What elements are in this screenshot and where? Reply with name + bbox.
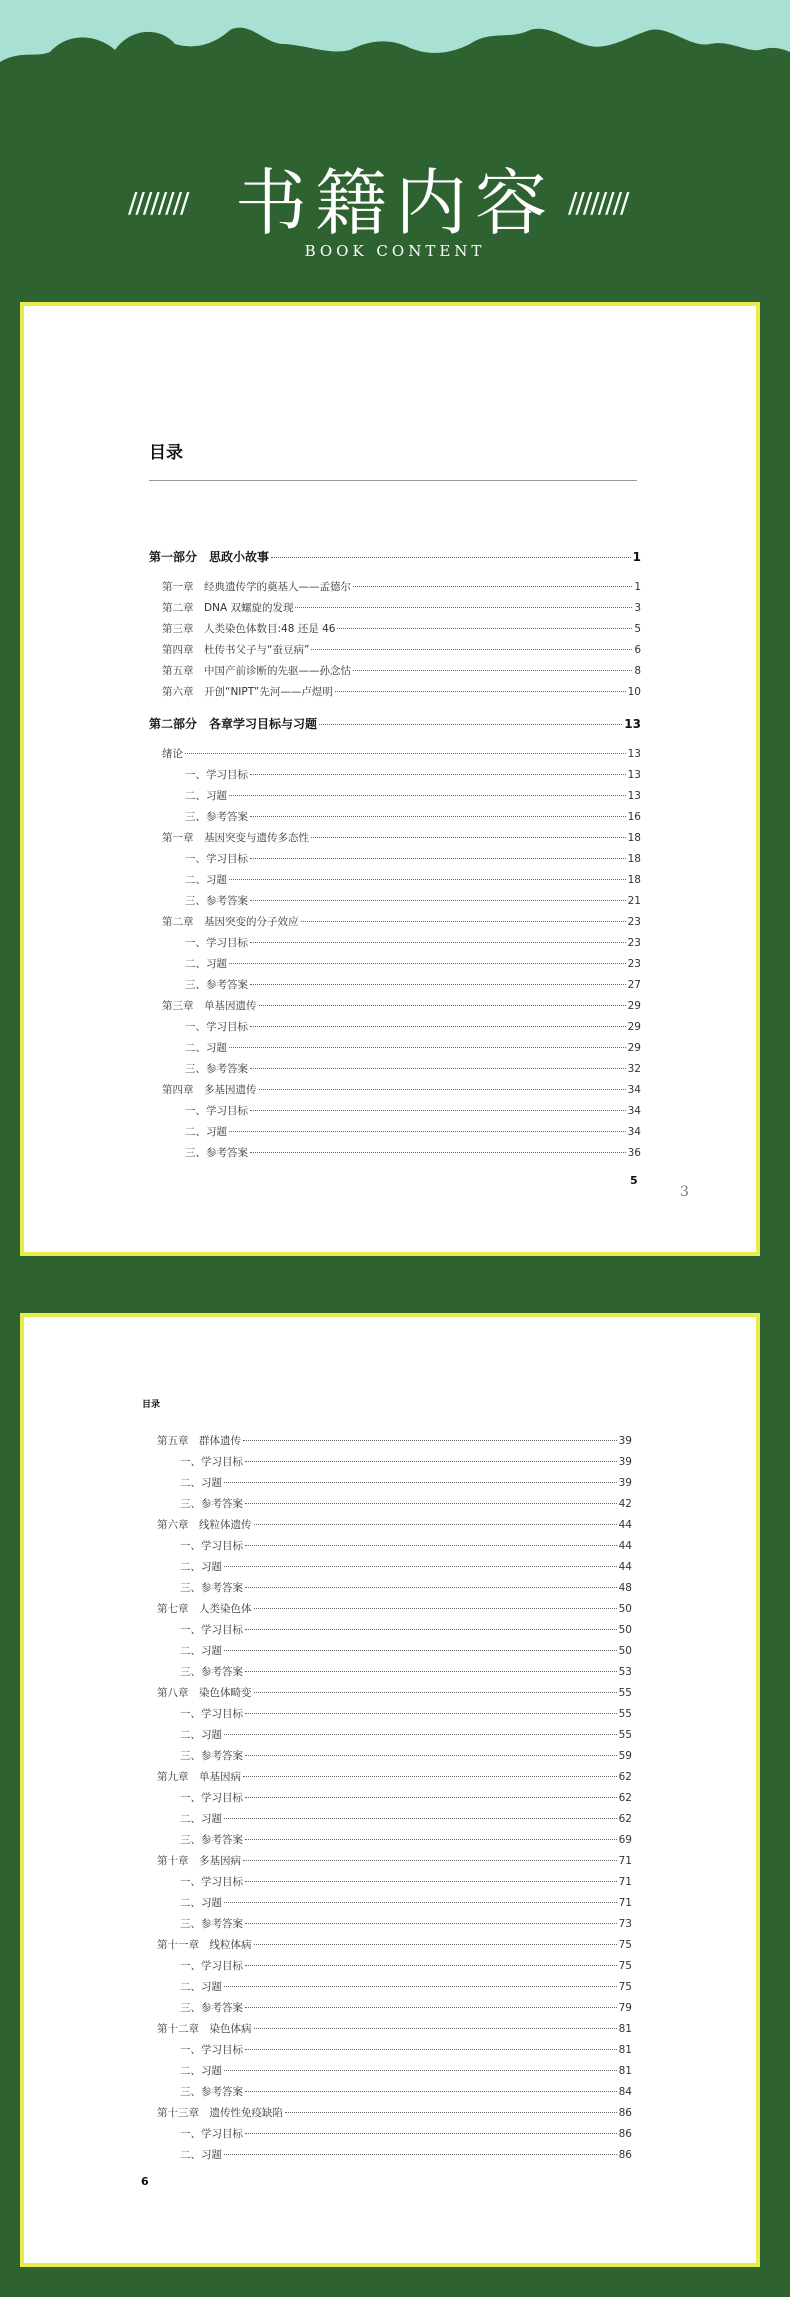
toc-page-ref: 48 [618,1582,632,1594]
dot-leader [229,1131,626,1132]
toc-entry-label: 一、学习目标 [185,1021,248,1033]
dot-leader [250,816,626,817]
toc-entry-label: 二、习题 [180,1729,222,1741]
toc-entry-label: 三、参考答案 [180,1834,243,1846]
toc-subsection-row[interactable] [144,1454,632,1475]
dot-leader [250,942,626,943]
toc-list [149,548,641,1166]
toc-page-card-1 [20,302,760,1256]
page-number: 6 [141,2175,149,2188]
toc-page-ref: 39 [618,1456,632,1468]
toc-entry-label: 三、参考答案 [185,811,248,823]
toc-page-ref: 34 [627,1126,641,1138]
toc-chapter-row[interactable] [149,1082,641,1103]
toc-page-ref: 29 [627,1042,641,1054]
toc-subsection-row[interactable] [149,1061,641,1082]
toc-page-ref: 71 [618,1897,632,1909]
dot-leader [245,1461,617,1462]
toc-page-ref: 84 [618,2086,632,2098]
dot-leader [353,586,632,587]
dot-leader [259,1089,626,1090]
dot-leader [224,2070,617,2071]
toc-subsection-row[interactable] [144,1622,632,1643]
dot-leader [337,628,632,629]
toc-chapter-row[interactable] [149,642,641,663]
dot-leader [250,1068,626,1069]
toc-subsection-row[interactable] [144,1727,632,1748]
toc-subsection-row[interactable] [144,2126,632,2147]
dot-leader [311,649,632,650]
dot-leader [254,1524,617,1525]
toc-entry-label: 二、习题 [180,1981,222,1993]
toc-subsection-row[interactable] [144,1958,632,1979]
toc-entry-label: 三、参考答案 [185,1063,248,1075]
dot-leader [224,1482,617,1483]
toc-page-ref: 13 [627,748,641,760]
toc-subsection-row[interactable] [144,2000,632,2021]
toc-page-ref: 44 [618,1540,632,1552]
toc-page-ref: 1 [634,581,641,593]
toc-entry-label: 第七章 人类染色体 [157,1603,252,1615]
toc-entry-label: 一、学习目标 [180,2128,243,2140]
dot-leader [224,2154,617,2155]
toc-subsection-row[interactable] [149,1019,641,1040]
toc-subsection-row[interactable] [149,1145,641,1166]
toc-entry-label: 一、学习目标 [180,1876,243,1888]
toc-page-ref: 34 [627,1084,641,1096]
dot-leader [250,1152,626,1153]
toc-entry-label: 一、学习目标 [180,1540,243,1552]
toc-chapter-row[interactable] [144,1853,632,1874]
toc-page-ref: 69 [618,1834,632,1846]
toc-page-ref: 29 [627,1021,641,1033]
dot-leader [245,1881,617,1882]
heading-divider [149,480,637,481]
toc-subsection-row[interactable] [144,1496,632,1517]
toc-entry-label: 第六章 线粒体遗传 [157,1519,252,1531]
toc-entry-label: 二、习题 [185,958,227,970]
dot-leader [245,1545,617,1546]
dot-leader [295,607,632,608]
dot-leader [245,1587,617,1588]
toc-chapter-row[interactable] [144,1517,632,1538]
toc-chapter-row[interactable] [149,684,641,705]
toc-page-ref: 62 [618,1792,632,1804]
toc-page-ref: 23 [627,958,641,970]
dot-leader [243,1440,617,1441]
toc-entry-label: 一、学习目标 [180,1708,243,1720]
toc-heading: 目录 [142,1400,161,1410]
toc-entry-label: 一、学习目标 [180,1960,243,1972]
dot-leader [229,879,626,880]
scalloped-banner [0,0,790,90]
dot-leader [224,1734,617,1735]
toc-page-ref: 44 [618,1519,632,1531]
toc-part-row[interactable] [149,548,641,569]
toc-subsection-row[interactable] [144,1748,632,1769]
toc-subsection-row[interactable] [144,1559,632,1580]
toc-part-label: 第二部分 各章学习目标与习题 [149,717,318,731]
toc-subsection-row[interactable] [149,809,641,830]
toc-entry-label: 第二章 基因突变的分子效应 [162,916,299,928]
toc-entry-label: 第十章 多基因病 [157,1855,241,1867]
dot-leader [229,963,626,964]
toc-page-ref: 86 [618,2149,632,2161]
toc-page-ref: 81 [618,2023,632,2035]
dot-leader [353,670,632,671]
toc-subsection-row[interactable] [149,767,641,788]
dot-leader [245,1671,617,1672]
toc-page-ref: 55 [618,1708,632,1720]
decorative-slashes-left: //////// [128,186,188,219]
toc-chapter-row[interactable] [144,1769,632,1790]
toc-page-ref: 23 [627,937,641,949]
toc-subsection-row[interactable] [144,1916,632,1937]
toc-subsection-row[interactable] [144,2042,632,2063]
toc-list [144,1433,632,2168]
toc-entry-label: 三、参考答案 [180,2002,243,2014]
toc-subsection-row[interactable] [149,788,641,809]
toc-page-ref: 29 [627,1000,641,1012]
toc-page-ref: 18 [627,853,641,865]
toc-subsection-row[interactable] [149,893,641,914]
toc-page-ref: 86 [618,2107,632,2119]
toc-entry-label: 一、学习目标 [185,1105,248,1117]
toc-chapter-row[interactable] [149,914,641,935]
toc-subsection-row[interactable] [149,851,641,872]
toc-subsection-row[interactable] [144,1643,632,1664]
toc-page-ref: 39 [618,1477,632,1489]
toc-subsection-row[interactable] [149,1103,641,1124]
dot-leader [224,1566,617,1567]
toc-page-ref: 53 [618,1666,632,1678]
toc-chapter-row[interactable] [144,2105,632,2126]
toc-entry-label: 三、参考答案 [185,979,248,991]
toc-entry-label: 二、习题 [185,874,227,886]
toc-chapter-row[interactable] [149,600,641,621]
dot-leader [250,1110,626,1111]
toc-page-card-2 [20,1313,760,2267]
dot-leader [229,795,626,796]
toc-page-ref: 79 [618,2002,632,2014]
toc-subsection-row[interactable] [144,2147,632,2168]
toc-page-ref: 18 [627,874,641,886]
toc-page-ref: 21 [627,895,641,907]
toc-subsection-row[interactable] [144,1580,632,1601]
toc-entry-label: 一、学习目标 [185,937,248,949]
dot-leader [245,2133,617,2134]
page-subtitle: BOOK CONTENT [304,242,486,260]
toc-entry-label: 三、参考答案 [185,895,248,907]
toc-entry-label: 一、学习目标 [185,769,248,781]
toc-entry-label: 一、学习目标 [180,1624,243,1636]
dot-leader [224,1650,617,1651]
dot-leader [254,2028,617,2029]
toc-subsection-row[interactable] [144,1895,632,1916]
dot-leader [250,984,626,985]
toc-subsection-row[interactable] [144,1832,632,1853]
toc-page-ref: 55 [618,1687,632,1699]
toc-page-ref: 86 [618,2128,632,2140]
toc-entry-label: 第三章 人类染色体数目:48 还是 46 [162,623,336,635]
toc-subsection-row[interactable] [149,956,641,977]
toc-chapter-row[interactable] [144,1601,632,1622]
dot-leader [185,753,626,754]
toc-entry-label: 一、学习目标 [180,1792,243,1804]
toc-subsection-row[interactable] [144,2063,632,2084]
toc-entry-label: 三、参考答案 [180,1918,243,1930]
toc-page-ref: 59 [618,1750,632,1762]
toc-chapter-row[interactable] [149,663,641,684]
toc-subsection-row[interactable] [149,1124,641,1145]
dot-leader [245,1713,617,1714]
toc-entry-label: 第五章 中国产前诊断的先驱——孙念怙 [162,665,351,677]
toc-entry-label: 第八章 染色体畸变 [157,1687,252,1699]
toc-entry-label: 二、习题 [180,1897,222,1909]
toc-entry-label: 三、参考答案 [180,1498,243,1510]
dot-leader [245,1629,617,1630]
toc-entry-label: 第一章 基因突变与遗传多态性 [162,832,309,844]
toc-page-ref: 71 [618,1855,632,1867]
toc-subsection-row[interactable] [144,1979,632,2000]
toc-chapter-row[interactable] [149,579,641,600]
toc-page-ref: 8 [634,665,641,677]
toc-page-ref: 75 [618,1981,632,1993]
dot-leader [245,1755,617,1756]
toc-page-ref: 42 [618,1498,632,1510]
toc-entry-label: 一、学习目标 [185,853,248,865]
dot-leader [301,921,626,922]
toc-entry-label: 第九章 单基因病 [157,1771,241,1783]
dot-leader [285,2112,617,2113]
toc-entry-label: 第十一章 线粒体病 [157,1939,252,1951]
toc-part-row[interactable] [149,715,641,736]
dot-leader [245,2091,617,2092]
toc-page-ref: 34 [627,1105,641,1117]
page-number: 5 [630,1174,638,1187]
toc-heading: 目录 [149,443,183,463]
dot-leader [245,2007,617,2008]
toc-entry-label: 二、习题 [185,1042,227,1054]
dot-leader [250,858,626,859]
dot-leader [245,1923,617,1924]
toc-subsection-row[interactable] [149,872,641,893]
toc-page-ref: 75 [618,1960,632,1972]
toc-subsection-row[interactable] [144,1538,632,1559]
toc-entry-label: 一、学习目标 [180,1456,243,1468]
toc-entry-label: 第五章 群体遗传 [157,1435,241,1447]
toc-page-ref: 73 [618,1918,632,1930]
scan-page-number: 3 [680,1184,689,1200]
toc-page-ref: 18 [627,832,641,844]
toc-entry-label: 三、参考答案 [180,1666,243,1678]
toc-entry-label: 第四章 多基因遗传 [162,1084,257,1096]
toc-entry-label: 三、参考答案 [180,1582,243,1594]
toc-entry-label: 第三章 单基因遗传 [162,1000,257,1012]
toc-page-ref: 36 [627,1147,641,1159]
toc-entry-label: 二、习题 [180,1645,222,1657]
toc-page-ref: 1 [632,550,641,564]
toc-subsection-row[interactable] [144,1811,632,1832]
toc-entry-label: 一、学习目标 [180,2044,243,2056]
dot-leader [229,1047,626,1048]
dot-leader [245,1965,617,1966]
toc-entry-label: 三、参考答案 [185,1147,248,1159]
toc-page-ref: 50 [618,1603,632,1615]
toc-entry-label: 三、参考答案 [180,2086,243,2098]
page-title: 书籍内容 [234,161,555,245]
toc-entry-label: 第十三章 遗传性免疫缺陷 [157,2107,283,2119]
toc-page-ref: 62 [618,1771,632,1783]
toc-entry-label: 绪论 [162,748,183,760]
toc-page-ref: 39 [618,1435,632,1447]
toc-page-ref: 13 [627,769,641,781]
toc-page-ref: 16 [627,811,641,823]
toc-chapter-row[interactable] [149,830,641,851]
toc-page-ref: 13 [627,790,641,802]
toc-entry-label: 第六章 开创“NIPT”先河——卢煜明 [162,686,333,698]
toc-subsection-row[interactable] [144,1874,632,1895]
dot-leader [224,1986,617,1987]
toc-page-ref: 44 [618,1561,632,1573]
toc-subsection-row[interactable] [144,1475,632,1496]
dot-leader [254,1608,617,1609]
dot-leader [245,1503,617,1504]
dot-leader [245,1839,617,1840]
toc-entry-label: 二、习题 [180,2149,222,2161]
toc-entry-label: 第二章 DNA 双螺旋的发现 [162,602,294,614]
toc-page-ref: 50 [618,1645,632,1657]
dot-leader [243,1860,617,1861]
toc-entry-label: 二、习题 [180,1813,222,1825]
dot-leader [224,1902,617,1903]
toc-page-ref: 3 [634,602,641,614]
dot-leader [243,1776,617,1777]
toc-page-ref: 75 [618,1939,632,1951]
toc-chapter-row[interactable] [144,1937,632,1958]
toc-subsection-row[interactable] [144,1706,632,1727]
dot-leader [250,1026,626,1027]
toc-page-ref: 81 [618,2065,632,2077]
toc-subsection-row[interactable] [144,1664,632,1685]
toc-chapter-row[interactable] [149,621,641,642]
toc-subsection-row[interactable] [149,977,641,998]
toc-subsection-row[interactable] [149,935,641,956]
dot-leader [250,774,626,775]
toc-entry-label: 二、习题 [185,790,227,802]
dot-leader [245,1797,617,1798]
dot-leader [259,1005,626,1006]
dot-leader [254,1692,617,1693]
toc-entry-label: 二、习题 [180,2065,222,2077]
toc-subsection-row[interactable] [144,1790,632,1811]
toc-entry-label: 二、习题 [180,1477,222,1489]
decorative-slashes-right: //////// [568,186,628,219]
toc-chapter-row[interactable] [144,1685,632,1706]
toc-page-ref: 23 [627,916,641,928]
dot-leader [245,2049,617,2050]
toc-subsection-row[interactable] [144,2084,632,2105]
dot-leader [271,557,631,558]
toc-page-ref: 27 [627,979,641,991]
toc-part-label: 第一部分 思政小故事 [149,550,270,564]
toc-page-ref: 13 [624,717,641,731]
toc-chapter-row[interactable] [144,1433,632,1454]
dot-leader [335,691,626,692]
toc-entry-label: 第四章 杜传书父子与“蚕豆病” [162,644,310,656]
toc-page-ref: 50 [618,1624,632,1636]
section-header [0,150,790,270]
toc-page-ref: 6 [634,644,641,656]
toc-entry-label: 第一章 经典遗传学的奠基人——孟德尔 [162,581,351,593]
toc-page-ref: 5 [634,623,641,635]
toc-subsection-row[interactable] [149,1040,641,1061]
dot-leader [224,1818,617,1819]
dot-leader [311,837,626,838]
dot-leader [250,900,626,901]
toc-entry-label: 第十二章 染色体病 [157,2023,252,2035]
dot-leader [254,1944,617,1945]
toc-page-ref: 10 [627,686,641,698]
toc-page-ref: 71 [618,1876,632,1888]
dot-leader [319,724,622,725]
toc-chapter-row[interactable] [144,2021,632,2042]
toc-page-ref: 62 [618,1813,632,1825]
toc-entry-label: 三、参考答案 [180,1750,243,1762]
toc-entry-label: 二、习题 [180,1561,222,1573]
toc-entry-label: 二、习题 [185,1126,227,1138]
toc-page-ref: 55 [618,1729,632,1741]
toc-page-ref: 32 [627,1063,641,1075]
toc-chapter-row[interactable] [149,998,641,1019]
toc-page-ref: 81 [618,2044,632,2056]
toc-chapter-row[interactable] [149,746,641,767]
